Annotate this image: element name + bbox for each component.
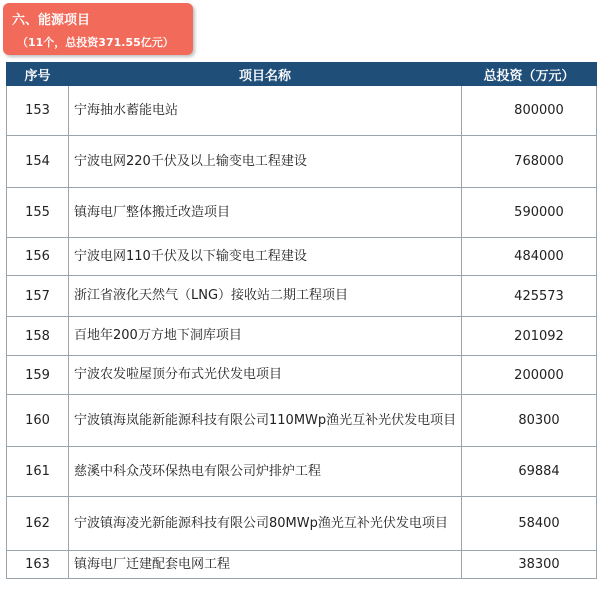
row-no: 163 [7, 551, 69, 579]
row-no: 153 [7, 86, 69, 136]
table-row [7, 86, 597, 136]
row-amount: 69884 [462, 447, 597, 497]
row-name: 慈溪中科众茂环保热电有限公司炉排炉工程 [69, 447, 462, 497]
row-name: 镇海电厂迁建配套电网工程 [69, 551, 462, 579]
header-no: 序号 [7, 63, 69, 86]
table-header-row [7, 63, 597, 86]
section-subtitle: （11个，总投资371.55亿元） [17, 36, 174, 49]
header-name: 项目名称 [69, 63, 462, 86]
table-row [7, 188, 597, 238]
row-amount: 38300 [462, 551, 597, 579]
table-row [7, 356, 597, 395]
row-no: 159 [7, 356, 69, 395]
table-row [7, 276, 597, 317]
row-name: 浙江省液化天然气（LNG）接收站二期工程项目 [69, 276, 462, 317]
row-amount: 201092 [462, 317, 597, 356]
row-no: 157 [7, 276, 69, 317]
row-name: 宁波农发啦屋顶分布式光伏发电项目 [69, 356, 462, 395]
section-banner [3, 3, 193, 55]
row-no: 156 [7, 238, 69, 276]
row-name: 镇海电厂整体搬迁改造项目 [69, 188, 462, 238]
row-name: 宁波镇海凌光新能源科技有限公司80MWp渔光互补光伏发电项目 [69, 497, 462, 551]
table-row [7, 238, 597, 276]
row-no: 155 [7, 188, 69, 238]
row-no: 158 [7, 317, 69, 356]
row-name: 宁波镇海岚能新能源科技有限公司110MWp渔光互补光伏发电项目 [69, 395, 462, 447]
row-amount: 768000 [462, 136, 597, 188]
table-row [7, 395, 597, 447]
project-table [6, 62, 597, 579]
row-amount: 484000 [462, 238, 597, 276]
row-amount: 590000 [462, 188, 597, 238]
row-amount: 200000 [462, 356, 597, 395]
row-amount: 58400 [462, 497, 597, 551]
row-no: 162 [7, 497, 69, 551]
row-no: 154 [7, 136, 69, 188]
row-name: 宁海抽水蓄能电站 [69, 86, 462, 136]
table-row [7, 551, 597, 579]
table-row [7, 447, 597, 497]
row-no: 161 [7, 447, 69, 497]
row-name: 宁波电网110千伏及以下输变电工程建设 [69, 238, 462, 276]
table-row [7, 317, 597, 356]
row-no: 160 [7, 395, 69, 447]
row-name: 宁波电网220千伏及以上输变电工程建设 [69, 136, 462, 188]
row-amount: 80300 [462, 395, 597, 447]
row-name: 百地年200万方地下洞库项目 [69, 317, 462, 356]
section-title: 六、能源项目 [12, 13, 91, 28]
row-amount: 800000 [462, 86, 597, 136]
row-amount: 425573 [462, 276, 597, 317]
table-row [7, 497, 597, 551]
table-row [7, 136, 597, 188]
header-amount: 总投资（万元） [462, 63, 597, 86]
